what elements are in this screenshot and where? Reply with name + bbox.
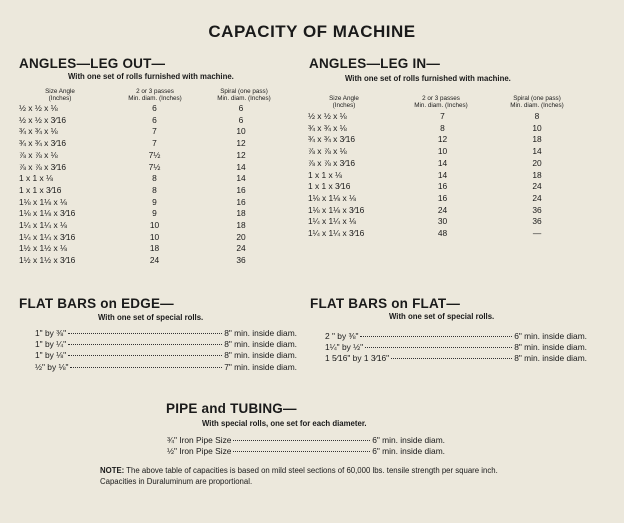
flat-bars-edge-list <box>35 328 297 373</box>
table-row <box>308 111 582 123</box>
cell-passes: 16 <box>437 192 448 203</box>
dotted-leader <box>68 344 222 345</box>
dotted-leader <box>68 333 222 334</box>
cell-passes: 10 <box>437 146 448 157</box>
cell-size: 1½ x 1½ x 3⁄16 <box>19 255 76 266</box>
table-row <box>308 228 582 240</box>
note-label: NOTE: <box>100 466 125 475</box>
dotted-leader <box>70 367 222 368</box>
table-row <box>19 162 285 174</box>
table-row <box>19 150 285 162</box>
cell-spiral: 36 <box>532 204 542 215</box>
cell-passes: 8 <box>440 122 445 133</box>
dotted-leader <box>233 451 370 452</box>
item-size: 1" by ¼" <box>35 339 67 350</box>
cell-spiral: 16 <box>236 196 246 207</box>
item-diameter: 8" min. inside diam. <box>224 350 297 361</box>
cell-passes: 9 <box>152 208 157 219</box>
list-item <box>35 339 297 350</box>
cell-size: 1 x 1 x 3⁄16 <box>308 181 351 192</box>
item-diameter: 6" min. inside diam. <box>514 331 587 341</box>
cell-passes: 7 <box>152 126 157 137</box>
list-item <box>167 446 445 457</box>
cell-size: 1⅛ x 1⅛ x ⅛ <box>19 196 67 207</box>
flat-bars-flat-list <box>325 331 587 365</box>
cell-spiral: — <box>532 228 542 239</box>
angles-leg-out-table <box>19 103 285 267</box>
cell-spiral: 18 <box>236 220 246 231</box>
cell-spiral: 18 <box>236 208 246 219</box>
cell-spiral: 14 <box>236 173 246 184</box>
cell-passes: 14 <box>437 169 448 180</box>
cell-size: ⅞ x ⅞ x ⅛ <box>19 149 58 160</box>
cell-size: 1¼ x 1¼ x 3⁄16 <box>19 231 76 242</box>
cell-size: ⅞ x ⅞ x 3⁄16 <box>19 161 67 172</box>
cell-spiral: 10 <box>236 126 246 137</box>
cell-size: 1¼ x 1¼ x ⅛ <box>19 220 67 231</box>
table-row <box>308 170 582 182</box>
pipe-tubing-list <box>167 435 445 457</box>
list-item <box>325 342 587 353</box>
angles-leg-out-subheading: With one set of rolls furnished with machine. <box>68 72 234 81</box>
cell-spiral: 8 <box>534 111 540 121</box>
angles-in-col-size: Size Angle (Inches) <box>329 95 359 110</box>
cell-spiral: 24 <box>236 243 246 254</box>
cell-spiral: 18 <box>532 134 542 145</box>
flat-bars-flat-heading: FLAT BARS on FLAT— <box>310 296 461 311</box>
table-row <box>19 103 285 115</box>
item-size: ¾" Iron Pipe Size <box>167 435 232 445</box>
table-row <box>19 255 285 267</box>
cell-spiral: 36 <box>532 216 542 227</box>
table-row <box>19 185 285 197</box>
table-row <box>19 197 285 209</box>
list-item <box>325 353 587 364</box>
table-row <box>19 138 285 150</box>
cell-passes: 18 <box>149 243 160 254</box>
cell-passes: 9 <box>152 196 157 207</box>
table-row <box>19 115 285 127</box>
capacity-note <box>100 465 520 487</box>
cell-passes: 14 <box>437 157 448 168</box>
cell-spiral: 12 <box>236 149 246 160</box>
table-row <box>308 146 582 158</box>
table-row <box>308 123 582 135</box>
angles-leg-in-table <box>308 111 582 240</box>
cell-spiral: 20 <box>236 231 246 242</box>
cell-passes: 7 <box>152 138 157 149</box>
cell-size: 1 x 1 x 3⁄16 <box>19 184 62 195</box>
cell-passes: 7 <box>440 111 445 121</box>
cell-spiral: 16 <box>236 184 246 195</box>
dotted-leader <box>365 347 512 348</box>
list-item <box>167 435 445 446</box>
cell-passes: 12 <box>437 134 448 145</box>
cell-size: 1⅛ x 1⅛ x ⅛ <box>308 192 356 203</box>
list-item <box>35 362 297 373</box>
item-size: ½" Iron Pipe Size <box>167 446 232 457</box>
cell-spiral: 12 <box>236 138 246 149</box>
cell-size: 1½ x 1½ x ⅛ <box>19 243 67 254</box>
table-row <box>308 134 582 146</box>
table-row <box>19 243 285 255</box>
item-diameter: 7" min. inside diam. <box>224 361 297 372</box>
cell-passes: 30 <box>437 216 448 227</box>
cell-size: ⅞ x ⅞ x 3⁄16 <box>308 157 356 168</box>
table-row <box>308 193 582 205</box>
cell-passes: 10 <box>149 231 160 242</box>
dotted-leader <box>360 336 512 337</box>
list-item <box>35 328 297 339</box>
angles-leg-in-subheading: With one set of rolls furnished with machine. <box>345 74 511 83</box>
cell-size: 1¼ x 1¼ x ⅛ <box>308 216 356 227</box>
angles-leg-out-heading: ANGLES—LEG OUT— <box>19 56 166 71</box>
page-title: CAPACITY OF MACHINE <box>208 22 416 41</box>
cell-passes: 16 <box>437 181 448 192</box>
flat-bars-edge-heading: FLAT BARS on EDGE— <box>19 296 174 311</box>
cell-size: 1⅛ x 1⅛ x 3⁄16 <box>308 204 365 215</box>
item-size: ½" by ⅛" <box>35 361 69 372</box>
note-text: The above table of capacities is based on mild steel sections of 60,000 lbs. tensile strength per square inch. Capacities in Duraluminum are proportional. <box>100 466 498 486</box>
item-diameter: 6" min. inside diam. <box>372 446 445 457</box>
table-row <box>19 232 285 244</box>
cell-passes: 48 <box>437 228 448 239</box>
cell-size: ½ x ½ x ⅛ <box>19 103 58 113</box>
cell-size: 1⅛ x 1⅛ x 3⁄16 <box>19 208 76 219</box>
cell-size: 1 x 1 x ⅛ <box>19 173 53 184</box>
list-item <box>35 350 297 361</box>
item-diameter: 6" min. inside diam. <box>372 435 445 445</box>
angles-in-col-passes: 2 or 3 passes Min. diam. (Inches) <box>414 95 468 110</box>
cell-spiral: 24 <box>532 181 542 192</box>
cell-spiral: 10 <box>532 122 542 133</box>
flat-bars-edge-subheading: With one set of special rolls. <box>98 313 204 322</box>
cell-size: ¾ x ¾ x 3⁄16 <box>308 134 356 145</box>
item-size: 1" by ⅜" <box>35 328 67 338</box>
cell-size: ¾ x ¾ x ⅛ <box>308 122 347 133</box>
cell-size: ¾ x ¾ x ⅛ <box>19 126 58 137</box>
item-size: 1¼" by ½" <box>325 342 364 353</box>
cell-passes: 7½ <box>148 161 161 172</box>
cell-size: ¾ x ¾ x 3⁄16 <box>19 138 67 149</box>
cell-size: 1 x 1 x ⅛ <box>308 169 342 180</box>
table-row <box>19 126 285 138</box>
item-size: 2 " by ⅜" <box>325 331 359 341</box>
item-size: 1" by ⅛" <box>35 350 67 361</box>
table-row <box>308 216 582 228</box>
angles-leg-in-heading: ANGLES—LEG IN— <box>309 56 441 71</box>
cell-spiral: 36 <box>236 255 246 266</box>
cell-passes: 8 <box>152 173 157 184</box>
item-size: 1 5⁄16" by 1 3⁄16" <box>325 353 390 364</box>
cell-passes: 8 <box>152 184 157 195</box>
cell-passes: 24 <box>149 255 160 266</box>
table-row <box>308 181 582 193</box>
cell-size: ½ x ½ x ⅛ <box>308 111 347 121</box>
item-diameter: 8" min. inside diam. <box>514 353 587 364</box>
item-diameter: 8" min. inside diam. <box>224 339 297 350</box>
cell-spiral: 20 <box>532 157 542 168</box>
table-row <box>308 205 582 217</box>
dotted-leader <box>233 440 370 441</box>
dotted-leader <box>68 355 222 356</box>
cell-spiral: 18 <box>532 169 542 180</box>
item-diameter: 8" min. inside diam. <box>514 342 587 353</box>
angles-out-col-passes: 2 or 3 passes Min. diam. (Inches) <box>128 88 182 103</box>
angles-out-col-spiral: Spiral (one pass) Min. diam. (Inches) <box>217 88 271 103</box>
cell-spiral: 14 <box>532 146 542 157</box>
cell-passes: 6 <box>152 103 157 113</box>
table-row <box>19 173 285 185</box>
table-row <box>19 220 285 232</box>
flat-bars-flat-subheading: With one set of special rolls. <box>389 312 495 321</box>
cell-spiral: 6 <box>238 114 244 125</box>
angles-out-col-size: Size Angle (Inches) <box>45 88 75 103</box>
cell-spiral: 14 <box>236 161 246 172</box>
cell-passes: 7½ <box>148 149 161 160</box>
cell-passes: 6 <box>152 114 157 125</box>
pipe-tubing-heading: PIPE and TUBING— <box>166 401 297 416</box>
list-item <box>325 331 587 342</box>
cell-size: ⅞ x ⅞ x ⅛ <box>308 146 347 157</box>
pipe-tubing-subheading: With special rolls, one set for each diameter. <box>202 419 367 428</box>
cell-size: 1¼ x 1¼ x 3⁄16 <box>308 228 365 239</box>
cell-passes: 10 <box>149 220 160 231</box>
angles-in-col-spiral: Spiral (one pass) Min. diam. (Inches) <box>510 95 564 110</box>
cell-size: ½ x ½ x 3⁄16 <box>19 114 67 125</box>
cell-passes: 24 <box>437 204 448 215</box>
cell-spiral: 24 <box>532 192 542 203</box>
table-row <box>19 208 285 220</box>
table-row <box>308 158 582 170</box>
item-diameter: 8" min. inside diam. <box>224 328 297 338</box>
dotted-leader <box>391 358 512 359</box>
cell-spiral: 6 <box>238 103 244 113</box>
